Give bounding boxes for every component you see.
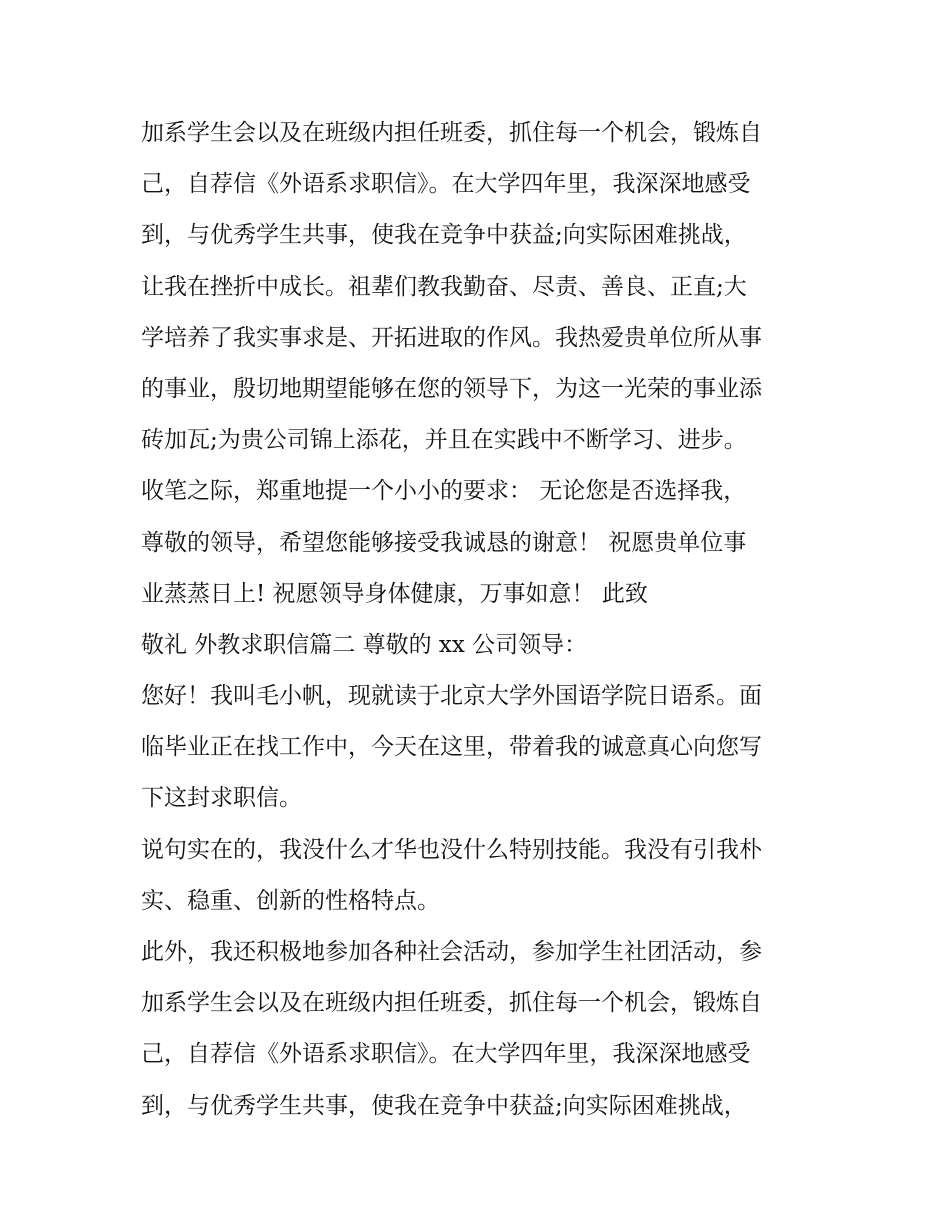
text-line: 敬礼 外教求职信篇二 尊敬的 xx 公司领导： — [141, 631, 588, 658]
text-line: 到，与优秀学生共事，使我在竞争中获益;向实际困难挑战， — [141, 222, 747, 249]
document-body — [141, 108, 821, 1132]
text-line: 说句实在的，我没什么才华也没什么特别技能。我没有引我朴 — [141, 836, 762, 863]
text-line: 让我在挫折中成长。祖辈们教我勤奋、尽责、善良、正直;大 — [141, 273, 747, 300]
text-line: 的事业，殷切地期望能够在您的领导下，为这一光荣的事业添 — [141, 375, 762, 402]
text-line: 临毕业正在找工作中，今天在这里，带着我的诚意真心向您写 — [141, 734, 762, 761]
text-line: 您好！我叫毛小帆，现就读于北京大学外国语学院日语系。面 — [141, 683, 762, 710]
text-line: 学培养了我实事求是、开拓进取的作风。我热爱贵单位所从事 — [141, 324, 762, 351]
text-line: 实、稳重、创新的性格特点。 — [141, 887, 440, 914]
text-line: 收笔之际，郑重地提一个小小的要求： 无论您是否选择我， — [141, 478, 747, 505]
text-line: 加系学生会以及在班级内担任班委，抓住每一个机会，锻炼自 — [141, 120, 762, 146]
text-line: 己，自荐信《外语系求职信》。在大学四年里，我深深地感受 — [141, 171, 751, 198]
text-line: 业蒸蒸日上! 祝愿领导身体健康，万事如意！ 此致 — [141, 580, 648, 607]
text-line: 己，自荐信《外语系求职信》。在大学四年里，我深深地感受 — [141, 1041, 751, 1068]
text-line: 砖加瓦;为贵公司锦上添花，并且在实践中不断学习、进步。 — [141, 427, 747, 454]
text-line: 下这封求职信。 — [141, 785, 302, 812]
text-line: 到，与优秀学生共事，使我在竞争中获益;向实际困难挑战， — [141, 1092, 747, 1119]
text-line: 加系学生会以及在班级内担任班委，抓住每一个机会，锻炼自 — [141, 990, 762, 1017]
text-line: 尊敬的领导，希望您能够接受我诚恳的谢意！ 祝愿贵单位事 — [141, 529, 747, 556]
text-line: 此外，我还积极地参加各种社会活动，参加学生社团活动，参 — [141, 939, 762, 965]
